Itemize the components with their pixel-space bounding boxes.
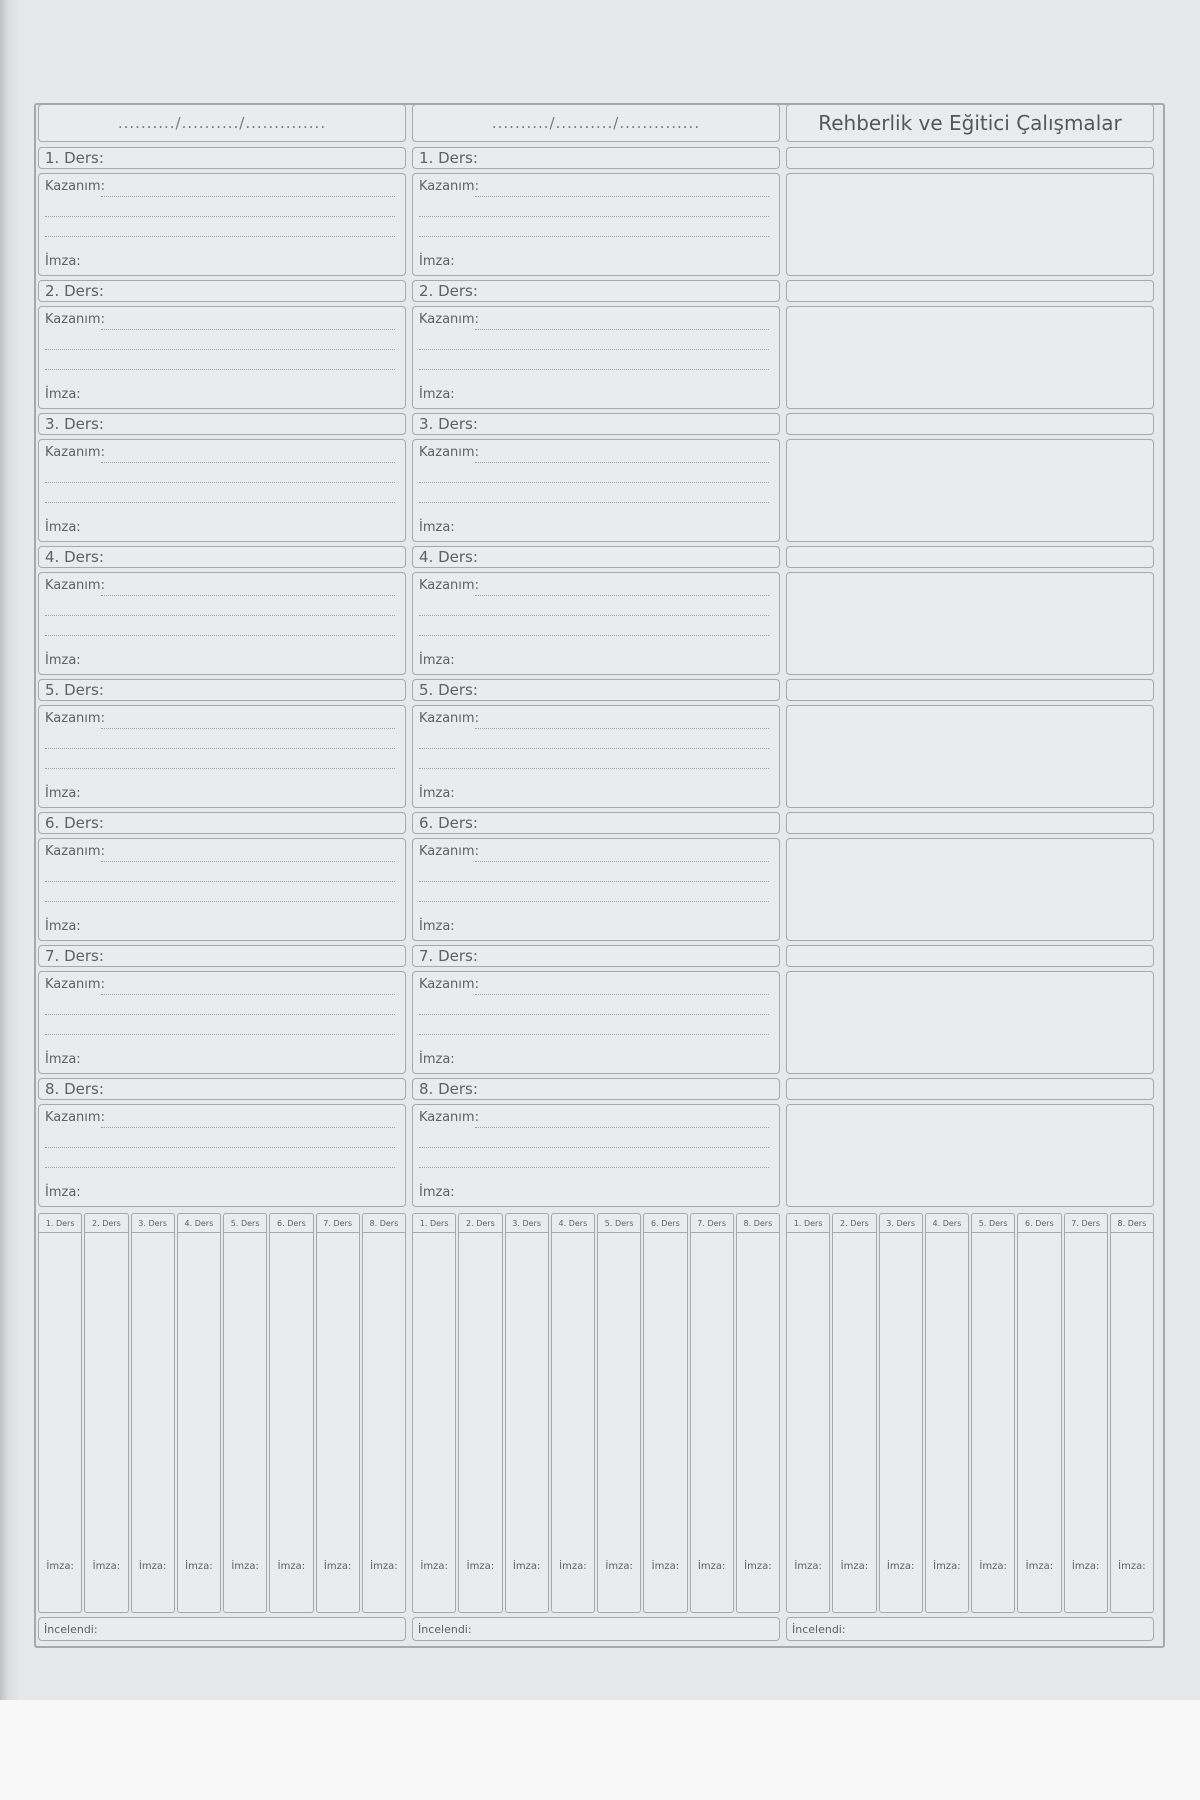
signature-cell-header: 6. Ders [270, 1214, 312, 1233]
imza-label: İmza: [419, 1052, 455, 1067]
signature-cell-body [459, 1233, 501, 1612]
lesson-body-field[interactable] [38, 439, 406, 542]
lesson-title: 8. Ders: [45, 1080, 104, 1098]
writing-line [475, 462, 769, 463]
lesson-body-field[interactable] [38, 306, 406, 409]
signature-cell-header: 1. Ders [39, 1214, 81, 1233]
writing-line [419, 901, 769, 902]
signature-cell[interactable] [131, 1213, 175, 1613]
writing-line [45, 901, 395, 902]
signature-grid [786, 1213, 1154, 1613]
writing-line [419, 1167, 769, 1168]
lesson-block [412, 546, 780, 679]
lesson-list [38, 147, 406, 1211]
writing-line [101, 994, 395, 995]
writing-line [101, 1127, 395, 1128]
signature-cell-body [552, 1233, 594, 1612]
imza-label: İmza: [45, 520, 81, 535]
signature-cell-body [1065, 1233, 1107, 1612]
signature-imza-label: İmza: [605, 1561, 633, 1572]
signature-cell[interactable] [832, 1213, 876, 1613]
writing-line [419, 768, 769, 769]
signature-cell-body [926, 1233, 968, 1612]
lesson-title-field[interactable] [412, 546, 780, 568]
signature-cell[interactable] [362, 1213, 406, 1613]
signature-imza-label: İmza: [1025, 1561, 1054, 1572]
kazanim-label: Kazanım: [419, 578, 479, 593]
guidance-entry-title-field[interactable] [786, 413, 1154, 435]
signature-cell-body [644, 1233, 686, 1612]
writing-line [45, 236, 395, 237]
signature-cell-header: 1. Ders [413, 1214, 455, 1233]
writing-line [101, 329, 395, 330]
kazanim-label: Kazanım: [45, 445, 105, 460]
writing-line [45, 635, 395, 636]
signature-cell-header: 3. Ders [506, 1214, 548, 1233]
guidance-entry-body-field[interactable] [786, 439, 1154, 542]
lesson-title: 5. Ders: [45, 681, 104, 699]
signature-cell[interactable] [879, 1213, 923, 1613]
kazanim-label: Kazanım: [419, 1110, 479, 1125]
signature-cell-header: 4. Ders [552, 1214, 594, 1233]
signature-cell-body [224, 1233, 266, 1612]
incelendi-field[interactable] [38, 1617, 406, 1641]
signature-imza-label: İmza: [794, 1561, 822, 1572]
imza-label: İmza: [45, 254, 81, 269]
writing-line [419, 369, 769, 370]
lesson-title-field[interactable] [38, 147, 406, 169]
guidance-entry-title-field[interactable] [786, 546, 1154, 568]
imza-label: İmza: [45, 919, 81, 934]
signature-imza-label: İmza: [933, 1561, 961, 1572]
signature-cell-header: 8. Ders [737, 1214, 779, 1233]
lesson-title-field[interactable] [412, 413, 780, 435]
imza-label: İmza: [45, 387, 81, 402]
writing-line [45, 349, 395, 350]
signature-cell-header: 7. Ders [317, 1214, 359, 1233]
signature-cell-body [972, 1233, 1014, 1612]
lesson-body-field[interactable] [412, 439, 780, 542]
signature-imza-label: İmza: [231, 1561, 259, 1572]
signature-cell[interactable] [1064, 1213, 1108, 1613]
signature-cell-header: 4. Ders [926, 1214, 968, 1233]
imza-label: İmza: [45, 1052, 81, 1067]
writing-line [419, 1034, 769, 1035]
lesson-title: 2. Ders: [419, 282, 478, 300]
lesson-title-field[interactable] [38, 945, 406, 967]
lesson-block [38, 1078, 406, 1211]
signature-imza-label: İmza: [370, 1561, 398, 1572]
date-field[interactable] [38, 104, 406, 142]
lesson-title: 5. Ders: [419, 681, 478, 699]
signature-cell[interactable] [458, 1213, 502, 1613]
signature-cell[interactable] [736, 1213, 780, 1613]
lesson-block [412, 413, 780, 546]
signature-cell[interactable] [269, 1213, 313, 1613]
lesson-title: 6. Ders: [419, 814, 478, 832]
incelendi-field[interactable] [412, 1617, 780, 1641]
signature-cell[interactable] [597, 1213, 641, 1613]
signature-cell[interactable] [177, 1213, 221, 1613]
lesson-body-field[interactable] [38, 173, 406, 276]
imza-label: İmza: [419, 387, 455, 402]
signature-cell-body [85, 1233, 127, 1612]
kazanim-label: Kazanım: [419, 711, 479, 726]
signature-cell-header: 4. Ders [178, 1214, 220, 1233]
signature-cell[interactable] [786, 1213, 830, 1613]
signature-cell[interactable] [412, 1213, 456, 1613]
guidance-entry [786, 1078, 1154, 1211]
lesson-body-field[interactable] [412, 838, 780, 941]
kazanim-label: Kazanım: [419, 844, 479, 859]
writing-line [475, 994, 769, 995]
writing-line [419, 216, 769, 217]
guidance-entry-title-field[interactable] [786, 812, 1154, 834]
signature-imza-label: İmza: [840, 1561, 869, 1572]
imza-label: İmza: [419, 653, 455, 668]
writing-line [419, 1147, 769, 1148]
signature-cell-header: 1. Ders [787, 1214, 829, 1233]
signature-cell-header: 8. Ders [1111, 1214, 1153, 1233]
writing-line [419, 635, 769, 636]
lesson-title-field[interactable] [412, 1078, 780, 1100]
signature-imza-label: İmza: [138, 1561, 167, 1572]
signature-imza-label: İmza: [420, 1561, 448, 1572]
signature-cell[interactable] [1110, 1213, 1154, 1613]
lesson-block [38, 945, 406, 1078]
signature-grid [38, 1213, 406, 1613]
signature-cell-header: 7. Ders [691, 1214, 733, 1233]
date-line: ........../........../.............. [491, 114, 701, 132]
signature-cell-body [413, 1233, 455, 1612]
signature-cell-body [363, 1233, 405, 1612]
signature-imza-label: İmza: [185, 1561, 213, 1572]
guidance-entry-list [786, 147, 1154, 1211]
signature-cell-header: 5. Ders [224, 1214, 266, 1233]
signature-cell[interactable] [84, 1213, 128, 1613]
guidance-entry [786, 413, 1154, 546]
lesson-block [38, 413, 406, 546]
imza-label: İmza: [419, 919, 455, 934]
lesson-title: 1. Ders: [419, 149, 478, 167]
imza-label: İmza: [419, 1185, 455, 1200]
writing-line [45, 502, 395, 503]
incelendi-label: İncelendi: [418, 1622, 472, 1636]
writing-line [45, 216, 395, 217]
signature-cell-body [737, 1233, 779, 1612]
lesson-title: 4. Ders: [419, 548, 478, 566]
signature-imza-label: İmza: [466, 1561, 495, 1572]
lesson-list [412, 147, 780, 1211]
guidance-entry-body-field[interactable] [786, 173, 1154, 276]
guidance-entry-body-field[interactable] [786, 306, 1154, 409]
signature-imza-label: İmza: [979, 1561, 1007, 1572]
writing-line [45, 748, 395, 749]
lesson-title-field[interactable] [38, 413, 406, 435]
lesson-block [412, 945, 780, 1078]
lesson-body-field[interactable] [412, 971, 780, 1074]
lesson-block [38, 812, 406, 945]
writing-line [419, 236, 769, 237]
lesson-title-field[interactable] [412, 679, 780, 701]
signature-cell-body [833, 1233, 875, 1612]
lesson-body-field[interactable] [412, 173, 780, 276]
signature-imza-label: İmza: [744, 1561, 772, 1572]
guidance-entry-body-field[interactable] [786, 838, 1154, 941]
imza-label: İmza: [419, 786, 455, 801]
writing-line [45, 615, 395, 616]
writing-line [419, 748, 769, 749]
signature-cell-body [880, 1233, 922, 1612]
writing-line [101, 861, 395, 862]
lesson-block [412, 280, 780, 413]
guidance-entry [786, 679, 1154, 812]
writing-line [101, 728, 395, 729]
signature-cell[interactable] [643, 1213, 687, 1613]
lesson-block [412, 679, 780, 812]
writing-line [45, 1147, 395, 1148]
signature-cell[interactable] [38, 1213, 82, 1613]
signature-imza-label: İmza: [277, 1561, 306, 1572]
writing-line [475, 196, 769, 197]
signature-cell-header: 3. Ders [880, 1214, 922, 1233]
imza-label: İmza: [419, 520, 455, 535]
signature-imza-label: İmza: [46, 1561, 74, 1572]
signature-cell-header: 2. Ders [459, 1214, 501, 1233]
kazanim-label: Kazanım: [45, 844, 105, 859]
lesson-body-field[interactable] [38, 572, 406, 675]
lesson-body-field[interactable] [38, 1104, 406, 1207]
lesson-title: 6. Ders: [45, 814, 104, 832]
signature-imza-label: İmza: [697, 1561, 726, 1572]
guidance-entry-title-field[interactable] [786, 945, 1154, 967]
kazanim-label: Kazanım: [45, 1110, 105, 1125]
guidance-entry-body-field[interactable] [786, 1104, 1154, 1207]
signature-cell[interactable] [551, 1213, 595, 1613]
lesson-body-field[interactable] [38, 705, 406, 808]
writing-line [419, 349, 769, 350]
writing-line [419, 502, 769, 503]
imza-label: İmza: [45, 653, 81, 668]
lesson-body-field[interactable] [412, 705, 780, 808]
signature-cell-header: 6. Ders [1018, 1214, 1060, 1233]
signature-cell-body [132, 1233, 174, 1612]
lesson-body-field[interactable] [412, 572, 780, 675]
incelendi-label: İncelendi: [44, 1622, 98, 1636]
guidance-entry-title-field[interactable] [786, 147, 1154, 169]
lesson-title: 7. Ders: [45, 947, 104, 965]
lesson-title: 1. Ders: [45, 149, 104, 167]
lesson-title-field[interactable] [412, 812, 780, 834]
signature-cell[interactable] [690, 1213, 734, 1613]
signature-imza-label: İmza: [886, 1561, 915, 1572]
signature-cell[interactable] [1017, 1213, 1061, 1613]
lesson-block [38, 147, 406, 280]
guidance-entry-title-field[interactable] [786, 1078, 1154, 1100]
signature-grid [412, 1213, 780, 1613]
signature-cell-header: 7. Ders [1065, 1214, 1107, 1233]
signature-cell-header: 5. Ders [972, 1214, 1014, 1233]
guidance-entry [786, 147, 1154, 280]
writing-line [475, 861, 769, 862]
signature-imza-label: İmza: [559, 1561, 587, 1572]
kazanim-label: Kazanım: [45, 179, 105, 194]
incelendi-label: İncelendi: [792, 1622, 846, 1636]
lesson-block [38, 546, 406, 679]
planner-page [22, 0, 1200, 1700]
date-line: ........../........../.............. [117, 114, 327, 132]
imza-label: İmza: [45, 1185, 81, 1200]
guidance-title: Rehberlik ve Eğitici Çalışmalar [818, 111, 1122, 135]
signature-imza-label: İmza: [512, 1561, 541, 1572]
writing-line [419, 1014, 769, 1015]
signature-imza-label: İmza: [1118, 1561, 1146, 1572]
writing-line [475, 329, 769, 330]
kazanim-label: Kazanım: [419, 179, 479, 194]
signature-cell[interactable] [925, 1213, 969, 1613]
signature-cell-header: 8. Ders [363, 1214, 405, 1233]
signature-cell-body [270, 1233, 312, 1612]
signature-cell-header: 2. Ders [833, 1214, 875, 1233]
notebook-spine [0, 0, 22, 1700]
lesson-title: 7. Ders: [419, 947, 478, 965]
signature-cell-body [691, 1233, 733, 1612]
lesson-title-field[interactable] [412, 945, 780, 967]
guidance-entry [786, 280, 1154, 413]
lesson-title: 4. Ders: [45, 548, 104, 566]
guidance-entry-body-field[interactable] [786, 705, 1154, 808]
lesson-title: 3. Ders: [45, 415, 104, 433]
kazanim-label: Kazanım: [45, 977, 105, 992]
imza-label: İmza: [45, 786, 81, 801]
signature-cell-body [1018, 1233, 1060, 1612]
lesson-title: 8. Ders: [419, 1080, 478, 1098]
kazanim-label: Kazanım: [45, 711, 105, 726]
guidance-column [786, 104, 1154, 1641]
writing-line [475, 595, 769, 596]
lesson-body-field[interactable] [412, 306, 780, 409]
lesson-body-field[interactable] [38, 971, 406, 1074]
kazanim-label: Kazanım: [45, 578, 105, 593]
lesson-title-field[interactable] [38, 546, 406, 568]
signature-cell-header: 5. Ders [598, 1214, 640, 1233]
signature-cell-body [598, 1233, 640, 1612]
guidance-entry-body-field[interactable] [786, 572, 1154, 675]
writing-line [45, 881, 395, 882]
lesson-title-field[interactable] [412, 280, 780, 302]
incelendi-field[interactable] [786, 1617, 1154, 1641]
writing-line [419, 482, 769, 483]
signature-cell[interactable] [505, 1213, 549, 1613]
lesson-block [38, 679, 406, 812]
guidance-entry-title-field[interactable] [786, 679, 1154, 701]
signature-cell[interactable] [316, 1213, 360, 1613]
signature-cell[interactable] [971, 1213, 1015, 1613]
kazanim-label: Kazanım: [45, 312, 105, 327]
lesson-block [38, 280, 406, 413]
writing-line [475, 728, 769, 729]
day-column-2 [412, 104, 780, 1641]
kazanim-label: Kazanım: [419, 312, 479, 327]
signature-cell-body [787, 1233, 829, 1612]
writing-line [419, 881, 769, 882]
day-column-1 [38, 104, 406, 1641]
lesson-block [412, 812, 780, 945]
writing-line [101, 196, 395, 197]
writing-line [101, 462, 395, 463]
lesson-title-field[interactable] [38, 280, 406, 302]
lesson-block [412, 147, 780, 280]
signature-cell-body [39, 1233, 81, 1612]
writing-line [45, 768, 395, 769]
writing-line [101, 595, 395, 596]
writing-line [45, 482, 395, 483]
guidance-entry [786, 945, 1154, 1078]
lesson-body-field[interactable] [412, 1104, 780, 1207]
signature-cell-header: 6. Ders [644, 1214, 686, 1233]
kazanim-label: Kazanım: [419, 977, 479, 992]
lesson-title-field[interactable] [412, 147, 780, 169]
signature-cell[interactable] [223, 1213, 267, 1613]
writing-line [45, 1167, 395, 1168]
lesson-block [412, 1078, 780, 1211]
guidance-entry-body-field[interactable] [786, 971, 1154, 1074]
signature-imza-label: İmza: [92, 1561, 121, 1572]
signature-cell-body [317, 1233, 359, 1612]
signature-cell-body [178, 1233, 220, 1612]
writing-line [419, 615, 769, 616]
lesson-title-field[interactable] [38, 812, 406, 834]
page-bottom-margin [0, 1700, 1200, 1800]
signature-imza-label: İmza: [323, 1561, 352, 1572]
guidance-entry [786, 546, 1154, 679]
guidance-title-box [786, 104, 1154, 142]
signature-cell-header: 3. Ders [132, 1214, 174, 1233]
signature-cell-body [1111, 1233, 1153, 1612]
guidance-entry-title-field[interactable] [786, 280, 1154, 302]
kazanim-label: Kazanım: [419, 445, 479, 460]
date-field[interactable] [412, 104, 780, 142]
signature-cell-header: 2. Ders [85, 1214, 127, 1233]
imza-label: İmza: [419, 254, 455, 269]
lesson-title: 3. Ders: [419, 415, 478, 433]
signature-cell-body [506, 1233, 548, 1612]
lesson-title-field[interactable] [38, 1078, 406, 1100]
signature-imza-label: İmza: [651, 1561, 680, 1572]
writing-line [45, 1014, 395, 1015]
writing-line [45, 369, 395, 370]
signature-imza-label: İmza: [1071, 1561, 1100, 1572]
lesson-title: 2. Ders: [45, 282, 104, 300]
guidance-entry [786, 812, 1154, 945]
lesson-title-field[interactable] [38, 679, 406, 701]
writing-line [475, 1127, 769, 1128]
writing-line [45, 1034, 395, 1035]
lesson-body-field[interactable] [38, 838, 406, 941]
